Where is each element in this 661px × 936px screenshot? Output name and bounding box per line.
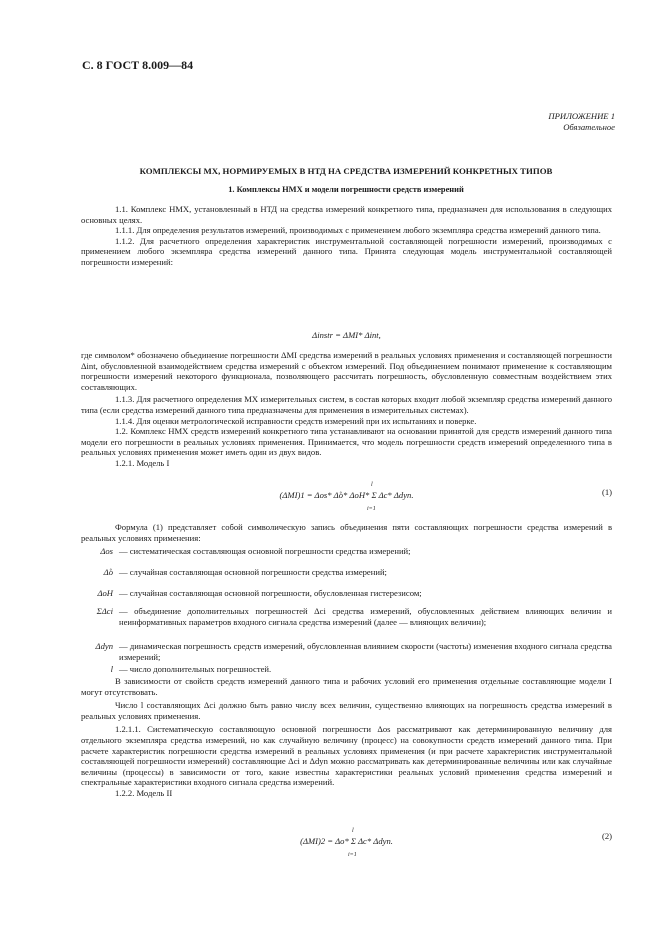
- definition-row: [81, 641, 612, 663]
- sum-upper-limit: l: [371, 482, 373, 488]
- formula-model-2: (ΔMI)2 = Δo* Σ Δc* Δdyn.: [300, 836, 393, 846]
- paragraph-1-1-1: 1.1.1. Для определения результатов измерений, производимых с применением любого экземпляра средства измерений данного типа.: [115, 225, 601, 236]
- definition-text: — объединение дополнительных погрешностей Δci средства измерений, обусловленных действием влияющих величин и неинформативных параметров входного сигнала средства измерений (далее — влияющих величин);: [119, 606, 612, 627]
- paragraph-1-1-3: 1.1.3. Для расчетного определения МХ измерительных систем, в состав которых входит любой экземпляр средства измерений данного типа (если средства измерений данного типа предназначены для применения в измерительных системах).: [81, 394, 612, 415]
- paragraph-1-1-4: 1.1.4. Для оценки метрологической исправности средств измерений при их испытаниях и поверке.: [115, 415, 477, 426]
- definition-symbol: l: [110, 664, 113, 674]
- paragraph-1-1-2: 1.1.2. Для расчетного определения характеристик инструментальной составляющей погрешности измерений, производимых с применением любого экземпляра средства измерений данного типа. Принята следующая модель инструментальной составляющей погрешности измерений:: [81, 235, 612, 267]
- sum-upper-limit: l: [352, 828, 354, 834]
- body-block-4: [81, 676, 612, 799]
- definition-symbol: ΣΔci: [96, 606, 113, 616]
- formula-model-1: (ΔMI)1 = Δos* Δ̊o* ΔoH* Σ Δc* Δdyn.: [279, 490, 414, 500]
- definition-row: [81, 588, 612, 599]
- definition-row: [81, 664, 612, 675]
- definition-text: — число дополнительных погрешностей.: [119, 664, 272, 674]
- formula-2-number: (2): [601, 831, 612, 841]
- paragraph-1-2-2: 1.2.2. Модель II: [115, 787, 173, 798]
- definition-row: [81, 567, 612, 578]
- body-block-2: [81, 350, 612, 469]
- appendix-label: ПРИЛОЖЕНИЕ 1: [548, 111, 615, 121]
- definition-text: — случайная составляющая основной погрешности, обусловленная гистерезисом;: [119, 588, 422, 598]
- paragraph-number-of-components: Число l составляющих Δci должно быть равно числу всех величин, существенно влияющих на погрешность средства измерений в реальных условиях применения.: [81, 700, 612, 721]
- paragraph-1-2: 1.2. Комплекс НМХ средств измерений конкретного типа устанавливают на основании принятой для средств измерений данного типа модели его погрешности в реальных условиях применения. Принимается, что модель погрешности средств измерений определенного типа в реальных условиях применения может иметь один из двух видов.: [81, 426, 612, 458]
- paragraph-components-absent: В зависимости от свойств средств измерений данного типа и рабочих условий его применения отдельные составляющие модели I могут отсутствовать.: [81, 676, 612, 697]
- paragraph-1-2-1-1: 1.2.1.1. Систематическую составляющую основной погрешности Δos рассматривают как детерминированную величину для отдельного экземпляра средства измерений, но как случайную величину (процесс) на совокупности средств измерений данного типа. При расчете характеристик погрешности средства измерений в реальных условиях применения (и при расчете характеристик инструментальной составляющей погрешности измерений) составляющие Δci и Δdyn можно рассматривать как детерминированные величины или как случайные величины (процессы) в зависимости от того, какие известны характеристики реальных условий применения средства измерений и спектральные характеристики входного сигнала средства измерений.: [81, 724, 612, 788]
- definition-text: — случайная составляющая основной погрешности средства измерений;: [119, 567, 387, 577]
- definition-row: [81, 606, 612, 638]
- paragraph-1-2-1: 1.2.1. Модель I: [115, 457, 170, 468]
- definition-symbol: ΔoH: [97, 588, 113, 598]
- paragraph-definition-union: где символом* обозначено объединение погрешности ΔMI средства измерений в реальных условиях применения и составляющей погрешности Δint, обусловленной взаимодействием средства измерений с объектом измерений. Под объединением понимают применение к составляющим погрешности измерений некоторого функционала, позволяющего рассчитать погрешность, обусловленную совместным воздействием этих составляющих.: [81, 350, 612, 392]
- section-title: 1. Комплексы НМХ и модели погрешности средств измерений: [228, 185, 464, 194]
- definition-symbol: Δos: [100, 546, 113, 556]
- definition-text: — систематическая составляющая основной погрешности средства измерений;: [119, 546, 411, 556]
- appendix-status: Обязательное: [563, 122, 615, 132]
- paragraph-1-1: 1.1. Комплекс НМХ, установленный в НТД на средства измерений конкретного типа, предназначен для использования в следующих основных целях.: [81, 204, 612, 225]
- formula-1-number: (1): [601, 487, 612, 497]
- sum-lower-limit: i=1: [367, 506, 376, 512]
- paragraph-formula-1-description: Формула (1) представляет собой символическую запись объединения пяти составляющих погрешности средства измерений в реальных условиях применения:: [81, 522, 612, 543]
- definition-text: — динамическая погрешность средств измерений, обусловленная влиянием скорости (частоты) изменения входного сигнала средства измерений;: [119, 641, 612, 662]
- formula-instr: Δinstr = ΔMI* Δint,: [312, 330, 381, 340]
- sum-lower-limit: i=1: [348, 852, 357, 858]
- body-block-1: [81, 204, 612, 268]
- document-title: КОМПЛЕКСЫ МХ, НОРМИРУЕМЫХ В НТД НА СРЕДСТВА ИЗМЕРЕНИЙ КОНКРЕТНЫХ ТИПОВ: [139, 166, 553, 176]
- definition-symbol: Δ̊o: [103, 567, 113, 577]
- definition-symbol: Δdyn: [95, 641, 113, 651]
- page-header: С. 8 ГОСТ 8.009—84: [82, 58, 194, 72]
- appendix-label-block: [548, 111, 615, 133]
- definition-row: [81, 546, 612, 557]
- body-block-3: [81, 522, 612, 543]
